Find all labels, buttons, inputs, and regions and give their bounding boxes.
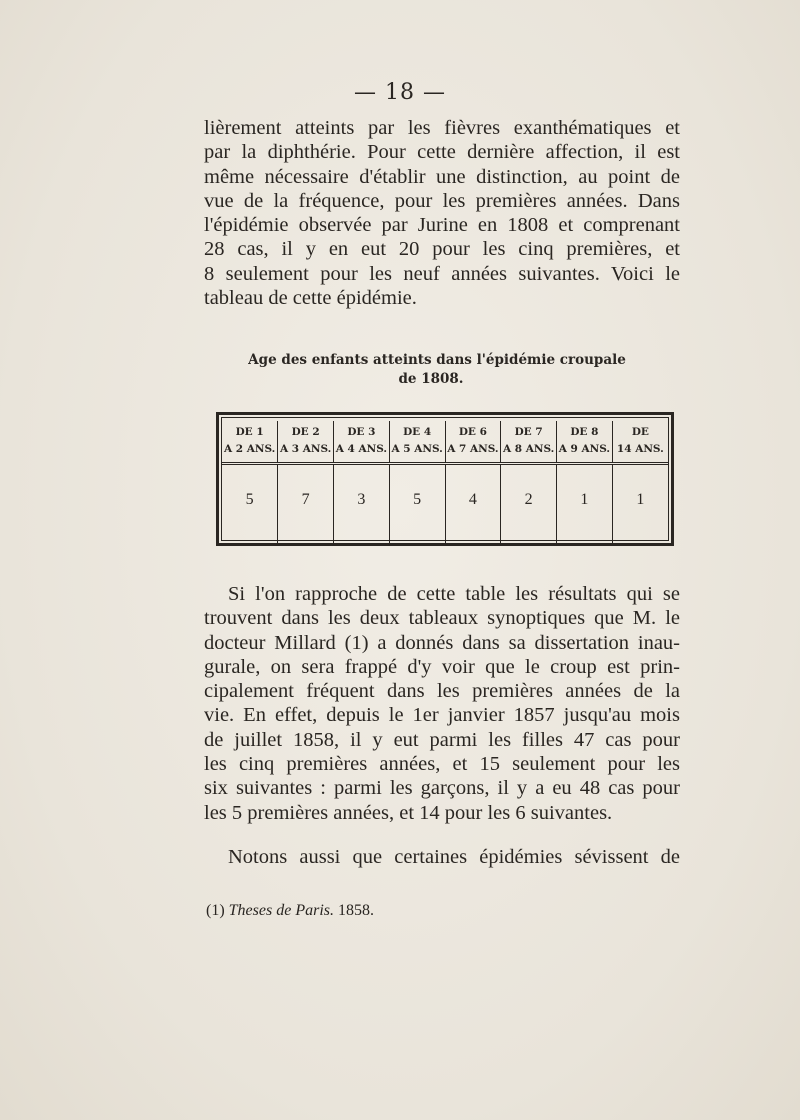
text-line: vie. En effet, depuis le 1er janvier 1857 jusqu'au mois: [204, 704, 680, 727]
header-top: DE: [631, 426, 649, 438]
text-line: l'épidémie observée par Jurine en 1808 et comprenant: [204, 214, 680, 237]
footnote-year: 1858.: [337, 902, 374, 919]
text-line: gurale, on sera frappé d'y voir que le croup est prin-: [204, 655, 680, 678]
table-cell: 2: [501, 464, 557, 547]
age-table: [222, 421, 668, 546]
text-line: docteur Millard (1) a donnés dans sa dissertation inau-: [204, 631, 680, 654]
header-bottom: A 7 ANS.: [447, 443, 499, 455]
header-top: DE 4: [403, 426, 432, 438]
header-bottom: A 8 ANS.: [502, 443, 555, 455]
header-top: DE 2: [291, 426, 320, 438]
header-top: DE 3: [347, 426, 376, 438]
text-line: les 5 premières années, et 14 pour les 6 suivantes.: [204, 801, 613, 824]
header-bottom: A 4 ANS.: [335, 443, 388, 455]
table-cell: 7: [278, 464, 334, 547]
table-cell: 3: [334, 464, 390, 547]
table-cell: 1: [557, 464, 613, 547]
text-line: Si l'on rapproche de cette table les résultats qui se: [228, 583, 680, 605]
page-number: — 18 —: [354, 80, 446, 105]
footnote: [206, 902, 374, 920]
table-header-cell: [389, 421, 445, 464]
header-bottom: A 2 ANS.: [223, 443, 276, 455]
table-header-cell: [445, 421, 501, 464]
table-caption: [214, 351, 660, 389]
table-cell: 5: [222, 464, 278, 547]
text-line: 8 seulement pour les neuf années suivantes. Voici le: [204, 262, 680, 285]
table-header-cell: [334, 421, 390, 464]
header-bottom: 14 ANS.: [616, 443, 664, 455]
text-line: les cinq premières années, et 15 seulement pour les: [204, 753, 680, 776]
text-line: six suivantes : parmi les garçons, il y a eu 48 cas pour: [204, 777, 680, 800]
text-line: Notons aussi que certaines épidémies sévissent de: [228, 846, 680, 868]
paragraph-1: [204, 116, 680, 310]
table-caption-line: Age des enfants atteints dans l'épidémie croupale: [248, 352, 626, 368]
text-line: de juillet 1858, il y eut parmi les filles 47 cas pour: [204, 728, 680, 751]
table-header-cell: [501, 421, 557, 464]
table-header-cell: [278, 421, 334, 464]
table-row: [222, 464, 668, 547]
header-top: DE 6: [458, 426, 487, 438]
text-line: cipalement fréquent dans les premières années de la: [204, 680, 680, 703]
text-line: trouvent dans les deux tableaux synoptiques que M. le: [204, 607, 680, 630]
table-header-cell: [612, 421, 668, 464]
table-header-row: [222, 421, 668, 464]
header-top: DE 7: [514, 426, 543, 438]
header-top: DE 8: [570, 426, 599, 438]
text-line: 28 cas, il y en eut 20 pour les cinq premières, et: [204, 238, 680, 261]
footnote-title: Theses de Paris.: [228, 902, 334, 919]
table-header-cell: [557, 421, 613, 464]
header-bottom: A 5 ANS.: [391, 443, 443, 455]
paragraph-3: [204, 845, 680, 869]
footnote-marker: (1): [206, 902, 225, 919]
text-line: même nécessaire d'établir une distinction, au point de: [204, 165, 680, 188]
text-line: lièrement atteints par les fièvres exanthématiques et: [204, 117, 680, 139]
text-line: vue de la fréquence, pour les premières années. Dans: [204, 189, 680, 212]
age-table-frame: [216, 412, 674, 546]
text-line: tableau de cette épidémie.: [204, 287, 417, 310]
table-header-cell: [222, 421, 278, 464]
header-bottom: A 9 ANS.: [558, 443, 611, 455]
table-cell: 5: [389, 464, 445, 547]
header-bottom: A 3 ANS.: [279, 443, 332, 455]
table-caption-line: de 1808.: [398, 371, 464, 387]
header-top: DE 1: [235, 426, 264, 438]
text-line: par la diphthérie. Pour cette dernière affection, il est: [204, 141, 680, 164]
table-cell: 4: [445, 464, 501, 547]
table-cell: 1: [612, 464, 668, 547]
paragraph-2: [204, 582, 680, 825]
